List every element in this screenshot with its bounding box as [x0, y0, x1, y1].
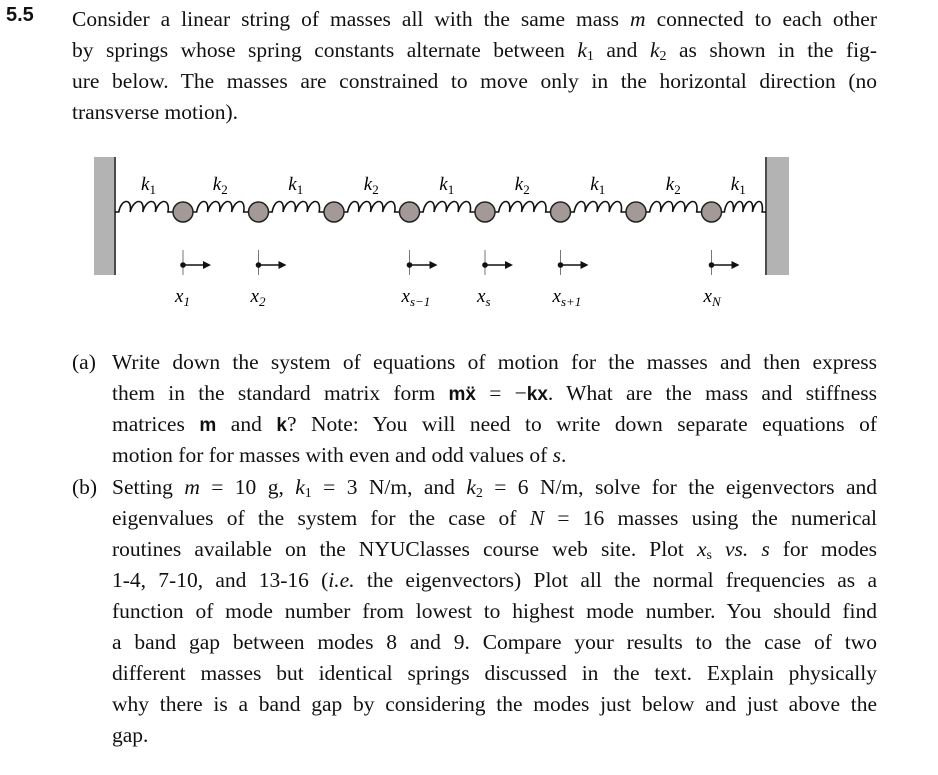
arrowhead-icon — [279, 261, 287, 269]
equilibrium-dot — [482, 262, 488, 268]
spring — [646, 202, 702, 213]
spring-label: $k_2$ — [363, 174, 379, 197]
spring-label: $k_1$ — [141, 174, 156, 197]
intro-line: ure below. The masses are constrained to move only in the horizontal direction (no — [72, 69, 877, 93]
arrowhead-icon — [505, 261, 513, 269]
equilibrium-dot — [256, 262, 262, 268]
intro-line: Consider a linear string of masses all with the same mass m connected to each other — [72, 7, 877, 31]
spring — [420, 202, 476, 213]
spring — [193, 202, 249, 213]
displacement-label: $x_s$ — [477, 286, 491, 309]
equilibrium-dot — [180, 262, 186, 268]
spring-label: $k_1$ — [590, 174, 606, 197]
spring-label: $k_2$ — [212, 174, 228, 197]
spring — [115, 202, 173, 213]
intro-line: transverse motion). — [72, 100, 238, 124]
spring-label: $k_2$ — [514, 174, 530, 197]
mass — [626, 202, 646, 222]
arrowhead-icon — [581, 261, 589, 269]
part-line: function of mode number from lowest to highest mode number. You should find — [112, 599, 877, 623]
part-line: them in the standard matrix form mẍ = −kx. What are the mass and stiffness — [112, 381, 877, 405]
mass — [173, 202, 193, 222]
spring — [722, 202, 767, 213]
part-line: a band gap between modes 8 and 9. Compare your results to the case of two — [112, 630, 877, 654]
intro-line: by springs whose spring constants alternate between $k_1$ and $k_2$ as shown in the fig- — [72, 38, 878, 64]
mass — [551, 202, 571, 222]
left-wall — [94, 157, 114, 275]
equilibrium-dot — [407, 262, 413, 268]
part-line: matrices m and k? Note: You will need to write down separate equations of — [112, 412, 878, 436]
spring-label: $k_1$ — [730, 174, 746, 197]
part-line: gap. — [112, 723, 149, 747]
spring-label: $k_1$ — [439, 174, 455, 197]
problem-number: 5.5 — [6, 4, 34, 26]
mass — [400, 202, 420, 222]
displacement-label: $x_N$ — [703, 286, 721, 309]
part-line: motion for for masses with even and odd values of s. — [112, 443, 567, 467]
part-line: eigenvalues of the system for the case of N = 16 masses using the numerical — [112, 506, 878, 530]
arrowhead-icon — [732, 261, 740, 269]
equilibrium-dot — [709, 262, 715, 268]
part-line: Write down the system of equations of motion for the masses and then express — [112, 350, 877, 374]
displacement-label: $x_2$ — [250, 286, 266, 309]
spring — [269, 202, 325, 213]
mass — [324, 202, 344, 222]
spring-label: $k_2$ — [665, 174, 681, 197]
spring-mass-figure — [0, 0, 938, 330]
equilibrium-dot — [558, 262, 564, 268]
part-label: (b) — [72, 475, 98, 499]
part-line: different masses but identical springs discussed in the text. Explain physically — [112, 661, 877, 685]
mass — [475, 202, 495, 222]
part-line: routines available on the NYUClasses course web site. Plot $x_s$ vs. s for modes — [112, 537, 877, 563]
spring — [495, 202, 551, 213]
part-line: 1-4, 7-10, and 13-16 (i.e. the eigenvectors) Plot all the normal frequencies as a — [112, 568, 877, 592]
arrowhead-icon — [430, 261, 438, 269]
displacement-label: $x_{s+1}$ — [552, 286, 582, 309]
mass — [702, 202, 722, 222]
spring — [571, 202, 627, 213]
displacement-label: $x_1$ — [175, 286, 190, 309]
spring-label: $k_1$ — [288, 174, 304, 197]
part-line: why there is a band gap by considering the modes just below and just above the — [112, 692, 877, 716]
part-line: Setting m = 10 g, $k_1 = 3$ N/m, and $k_2 = 6$ N/m, solve for the eigenvectors and — [112, 475, 877, 501]
right-wall — [767, 157, 789, 275]
arrowhead-icon — [203, 261, 211, 269]
mass — [249, 202, 269, 222]
spring — [344, 202, 400, 213]
displacement-label: $x_{s-1}$ — [401, 286, 431, 309]
part-label: (a) — [72, 350, 96, 374]
